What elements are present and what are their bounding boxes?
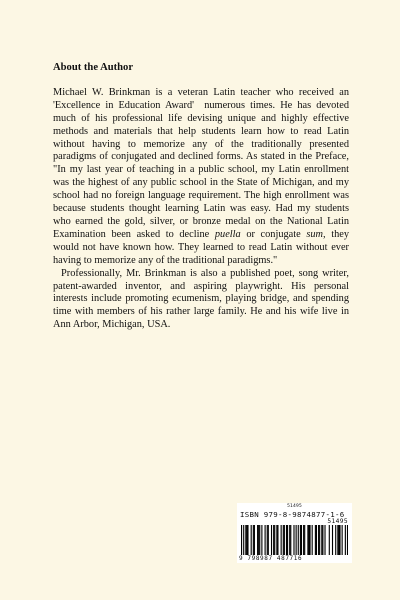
barcode-digits: 9 798987 487716	[239, 555, 303, 562]
bio-text-2: numerous times. He has devoted much of his professional life devising unique and highly effective methods and materials that help students learn how to read Latin without having to memorize any of the traditionally presented paradigms of conjugated and declined forms. As stated in the Preface, "In my last year of teaching in a public school, my Latin enrollment was the highest of any public school in the State of Michigan, and my school had no foreign language requirement. The high enrollment was because students thought learning Latin was easy. Had my students who earned the gold, silver, or bronze medal on the National Latin Examination been asked to decline	[53, 99, 349, 240]
bio-text-3: or conjugate	[246, 228, 301, 240]
bio-text-4: they would not have known how. They learned to read Latin without ever having to memorize any of the traditional paradigms."	[53, 228, 350, 266]
barcode-bar	[246, 525, 247, 555]
barcode-bar	[308, 525, 309, 555]
barcode-bar	[268, 525, 269, 555]
barcode-bar	[265, 525, 266, 555]
award-name: 'Excellence in Education Award'	[53, 99, 194, 111]
barcode-bar	[273, 525, 274, 555]
barcode-bar	[298, 525, 299, 555]
isbn-barcode-block	[237, 503, 352, 563]
barcode-bar	[329, 525, 330, 555]
barcode-bar	[267, 525, 268, 555]
barcode-bar	[254, 525, 255, 555]
barcode-bar	[293, 525, 294, 555]
barcode-bar	[281, 525, 282, 555]
barcode-bar	[258, 525, 259, 555]
barcode-bar	[309, 525, 310, 555]
barcode-bar	[290, 525, 291, 555]
barcode-bar	[303, 525, 304, 555]
barcode-bar	[321, 525, 322, 555]
barcode-bar	[259, 525, 260, 555]
barcode-bar	[342, 525, 343, 555]
section-heading: About the Author	[53, 62, 134, 73]
barcode-bar	[271, 525, 272, 555]
barcode-bar	[345, 525, 346, 555]
barcode-bar	[339, 525, 340, 555]
barcode-bar	[276, 525, 277, 555]
barcode-bar	[324, 525, 325, 555]
barcode-bar	[300, 525, 301, 555]
barcode-bar	[261, 525, 262, 555]
barcode-bar	[318, 525, 319, 555]
author-interests-paragraph: Professionally, Mr. Brinkman is also a published poet, song writer, patent-awarded inventor, and aspiring playwright. His personal interests include promoting ecumenism, playing bridge, and spending time with members of his rather large family. He and his wife live in Ann Arbor, Michigan, USA.	[53, 267, 349, 331]
isbn-label: ISBN 979-8-9874877-1-6	[240, 510, 345, 519]
barcode-bar	[296, 525, 297, 555]
barcode-bar	[287, 525, 288, 555]
bio-text-1: Michael W. Brinkman is a veteran Latin teacher who received an	[53, 86, 349, 98]
barcode-bar	[241, 525, 242, 555]
barcode-bar	[335, 525, 336, 555]
barcode-bar	[257, 525, 258, 555]
barcode-bar	[274, 525, 275, 555]
barcode-bar	[304, 525, 305, 555]
barcode-bar	[337, 525, 338, 555]
barcode-bar	[319, 525, 320, 555]
barcode-bar	[253, 525, 254, 555]
barcode-bar	[315, 525, 316, 555]
barcode-bar	[316, 525, 317, 555]
barcode-bar	[332, 525, 333, 555]
barcode-bars	[241, 525, 348, 555]
barcode-bar	[284, 525, 285, 555]
barcode-bar	[243, 525, 244, 555]
about-author-section	[53, 62, 349, 332]
barcode-bar	[283, 525, 284, 555]
latin-word-puella: puella	[214, 228, 241, 240]
author-bio-paragraph	[53, 87, 349, 268]
barcode-bar	[307, 525, 308, 555]
supplement-code: 51495	[327, 518, 348, 525]
barcode-bar	[277, 525, 278, 555]
barcode-bar	[338, 525, 339, 555]
barcode-bar	[289, 525, 290, 555]
price-code: 51495	[287, 504, 302, 509]
barcode-bar	[312, 525, 313, 555]
barcode-bar	[247, 525, 248, 555]
barcode-bar	[286, 525, 287, 555]
barcode-bar	[301, 525, 302, 555]
barcode-bar	[347, 525, 348, 555]
barcode-bar	[322, 525, 323, 555]
barcode-bar	[251, 525, 252, 555]
barcode-bar	[245, 525, 246, 555]
latin-word-sum: sum,	[306, 228, 326, 240]
